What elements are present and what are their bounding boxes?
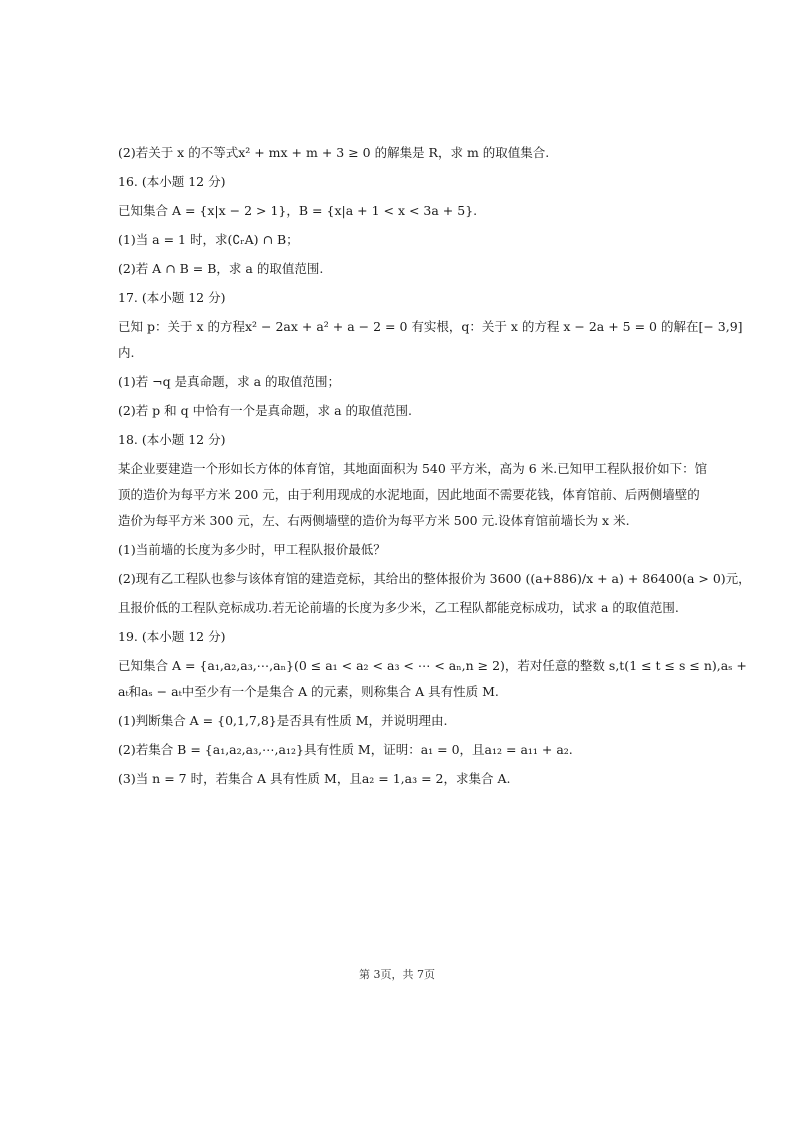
question-heading: 19. (本小题 12 分)	[118, 629, 226, 644]
text-line: 且报价低的工程队竞标成功.若无论前墙的长度为多少米，乙工程队都能竞标成功，试求 a 的取值范围.	[118, 600, 679, 615]
text-line: aₜ和aₛ − aₜ中至少有一个是集合 A 的元素，则称集合 A 具有性质 M.	[118, 684, 499, 699]
text-line: 已知 p：关于 x 的方程x² − 2ax + a² + a − 2 = 0 有实根，q：关于 x 的方程 x − 2a + 5 = 0 的解在[− 3,9]	[118, 319, 743, 334]
text-line: (2)若 p 和 q 中恰有一个是真命题，求 a 的取值范围.	[118, 403, 412, 418]
text-line: (2)若关于 x 的不等式x² + mx + m + 3 ≥ 0 的解集是 R，求 m 的取值集合.	[118, 145, 550, 160]
text-line: 造价为每平方米 300 元，左、右两侧墙壁的造价为每平方米 500 元.设体育馆前墙长为 x 米.	[118, 513, 630, 528]
page-footer: 第 3页，共 7页	[359, 968, 435, 981]
text-line: 内.	[118, 345, 135, 360]
question-heading: 18. (本小题 12 分)	[118, 432, 226, 447]
text-line: 顶的造价为每平方米 200 元，由于利用现成的水泥地面，因此地面不需要花钱，体育馆前、后两侧墙壁的	[118, 487, 700, 502]
text-line: 某企业要建造一个形如长方体的体育馆，其地面面积为 540 平方米，高为 6 米.已知甲工程队报价如下：馆	[118, 461, 708, 476]
text-line: (1)当前墙的长度为多少时，甲工程队报价最低？	[118, 542, 386, 557]
text-line: (1)当 a = 1 时，求(∁ᵣA) ∩ B；	[118, 232, 299, 247]
text-line: (1)若 ¬q 是真命题，求 a 的取值范围；	[118, 374, 341, 389]
text-line: (2)若集合 B = {a₁,a₂,a₃,⋯,a₁₂}具有性质 M，证明：a₁ = 0，且a₁₂ = a₁₁ + a₂.	[118, 742, 573, 757]
text-line: (1)判断集合 A = {0,1,7,8}是否具有性质 M，并说明理由.	[118, 713, 448, 728]
page-content	[118, 142, 751, 797]
text-line: (3)当 n = 7 时，若集合 A 具有性质 M，且a₂ = 1,a₃ = 2，求集合 A.	[118, 771, 511, 786]
question-heading: 17. (本小题 12 分)	[118, 290, 226, 305]
text-line: (2)若 A ∩ B = B，求 a 的取值范围.	[118, 261, 324, 276]
text-line: 已知集合 A = {a₁,a₂,a₃,⋯,aₙ}(0 ≤ a₁ < a₂ < a₃ < ⋯ < aₙ,n ≥ 2)，若对任意的整数 s,t(1 ≤ t ≤ s ≤ n),aₛ +	[118, 658, 747, 673]
text-line: (2)现有乙工程队也参与该体育馆的建造竞标，其给出的整体报价为 3600 ((a+886)/x + a) + 86400(a > 0)元，	[118, 571, 751, 586]
question-heading: 16. (本小题 12 分)	[118, 174, 226, 189]
text-line: 已知集合 A = {x|x − 2 > 1}，B = {x|a + 1 < x < 3a + 5}.	[118, 203, 478, 218]
